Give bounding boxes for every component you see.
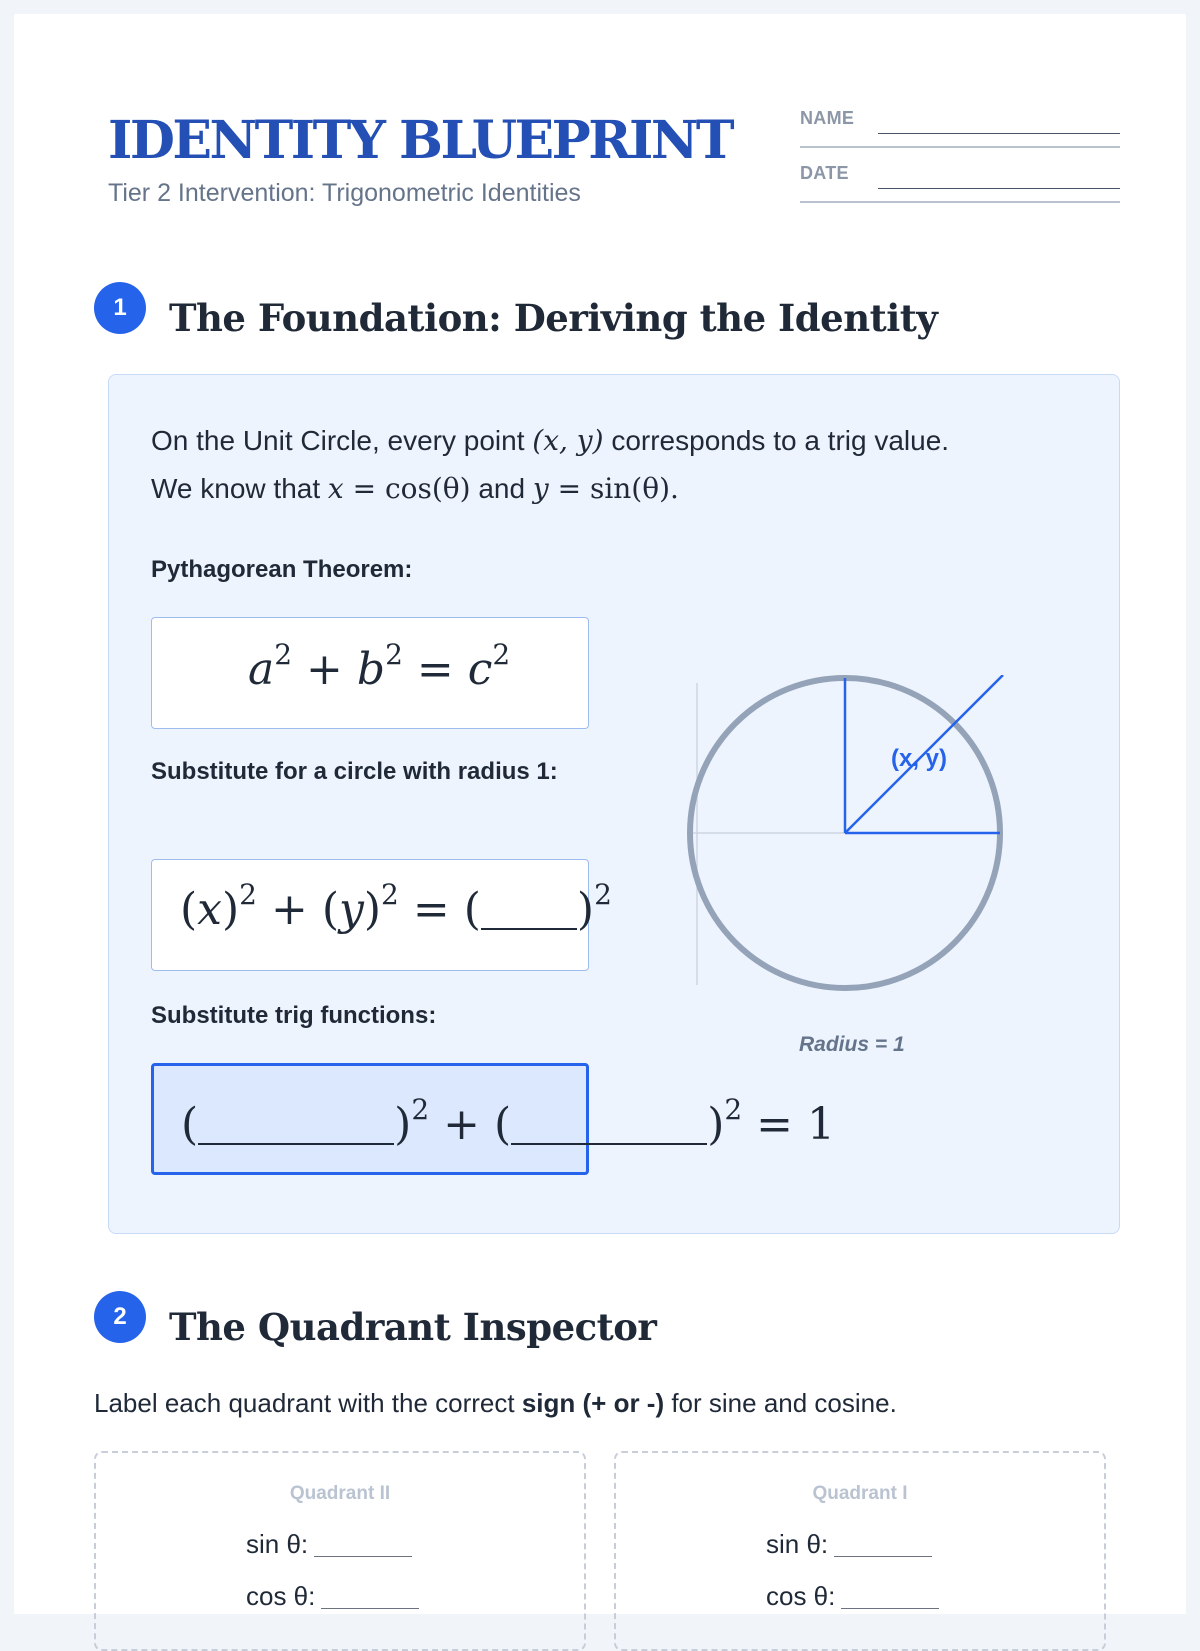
worksheet-page [14, 14, 1186, 1614]
date-label: DATE [800, 163, 849, 183]
trig-equation: ( )$^2$ + ( )$^2$ = 1 [181, 1093, 836, 1150]
pythagorean-label: Pythagorean Theorem: [151, 556, 413, 583]
quadrant-i-sin-blank[interactable] [834, 1556, 932, 1557]
radius-blank[interactable] [481, 928, 577, 930]
pythagorean-equation: $a^2 + b^2 = c^2$ [248, 638, 511, 695]
intro-line-1 [151, 417, 949, 465]
intro-x: x [327, 472, 344, 505]
quadrant-ii-cos-label: cos θ: [246, 1581, 316, 1611]
quadrant-ii-cos-row [246, 1581, 419, 1612]
quadrant-i-cos-row [766, 1581, 939, 1612]
section-1-title: The Foundation: Deriving the Identity [169, 296, 938, 340]
quadrant-ii-card [94, 1451, 586, 1651]
quadrant-i-title: Quadrant I [812, 1483, 908, 1504]
intro-text [151, 417, 949, 513]
trig-label: Substitute trig functions: [151, 1002, 437, 1029]
quadrant-ii-sin-blank[interactable] [314, 1556, 412, 1557]
date-field[interactable] [878, 188, 1120, 189]
diagram-caption: Radius = 1 [799, 1033, 905, 1056]
unit-circle-diagram [685, 675, 1025, 995]
quadrant-instructions [94, 1388, 897, 1419]
quadrant-i-cos-blank[interactable] [841, 1608, 939, 1609]
intro-c: We know that [151, 473, 328, 504]
intro-sin: = sin(θ). [548, 472, 679, 505]
intro-a: On the Unit Circle, every point [151, 425, 533, 456]
name-label: NAME [800, 108, 855, 128]
date-row [800, 163, 1120, 203]
radius-equation: $(x)^2 + (y)^2$ = ( )$^2$ [180, 878, 612, 935]
section-2-title: The Quadrant Inspector [169, 1305, 657, 1349]
quadrant-ii-sin-label: sin θ: [246, 1529, 309, 1559]
name-field[interactable] [878, 133, 1120, 134]
sin-squared-blank[interactable] [198, 1143, 394, 1145]
quadrant-i-sin-row [766, 1529, 932, 1560]
section-1-badge: 1 [94, 282, 146, 334]
radius-label: Substitute for a circle with radius 1: [151, 758, 558, 785]
intro-cos: = cos(θ) [343, 472, 471, 505]
instr-a: Label each quadrant with the correct [94, 1388, 522, 1418]
quadrant-ii-cos-blank[interactable] [321, 1608, 419, 1609]
quadrant-i-cos-label: cos θ: [766, 1581, 836, 1611]
quadrant-i-card [614, 1451, 1106, 1651]
derivation-panel [108, 374, 1120, 1234]
page-title: IDENTITY BLUEPRINT [108, 110, 733, 171]
intro-y: y [532, 472, 549, 505]
pythagorean-equation-box [151, 617, 589, 729]
intro-b: corresponds to a trig value. [603, 425, 950, 456]
radius-equation-box [151, 859, 612, 971]
intro-and: and [470, 473, 533, 504]
point-label: (x, y) [891, 745, 948, 772]
quadrant-ii-title: Quadrant II [289, 1483, 391, 1504]
instr-b: for sine and cosine. [664, 1388, 897, 1418]
name-row [800, 108, 1120, 148]
intro-line-2 [151, 465, 949, 513]
quadrant-i-sin-label: sin θ: [766, 1529, 829, 1559]
intro-point: (x, y) [532, 424, 604, 457]
page-subtitle: Tier 2 Intervention: Trigonometric Identities [108, 179, 581, 207]
quadrant-ii-sin-row [246, 1529, 412, 1560]
instr-bold: sign (+ or -) [521, 1388, 665, 1418]
cos-squared-blank[interactable] [511, 1143, 707, 1145]
section-2-badge: 2 [94, 1291, 146, 1343]
